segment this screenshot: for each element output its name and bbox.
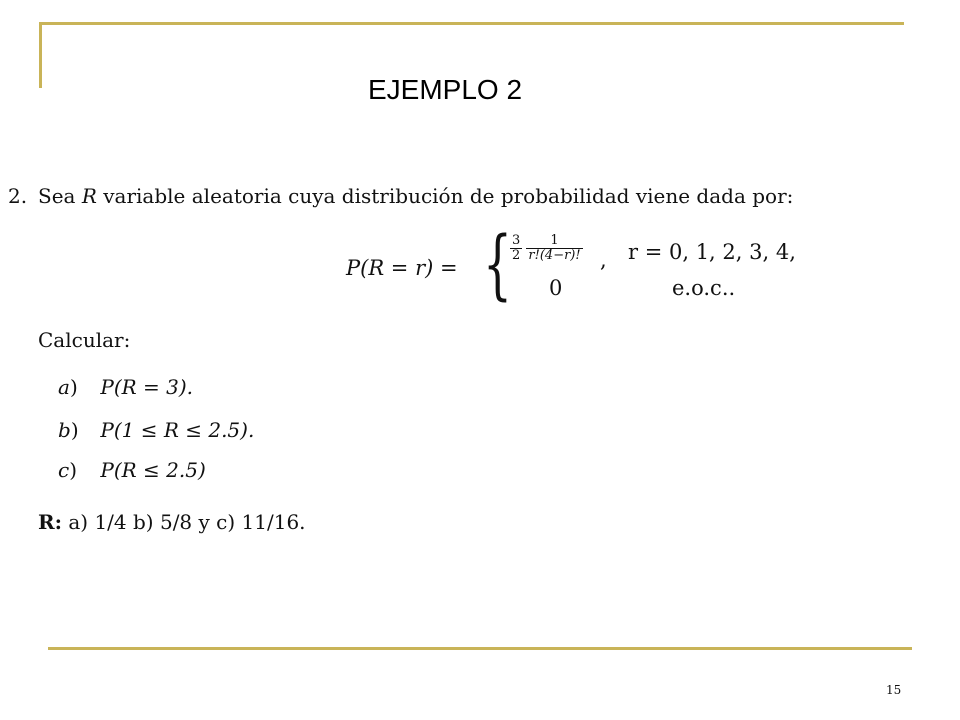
fraction-numerator: 3 [512,233,521,248]
slide-title: EJEMPLO 2 [368,74,523,105]
problem-variable: R [81,184,97,208]
fraction-factorial [526,234,582,263]
formula-case1-expression [510,234,583,263]
list-item-b [58,418,254,442]
fraction-numerator: 1 [526,234,582,249]
answer-label: R: [38,510,63,534]
list-item-a [58,375,193,399]
frame-left-rule [39,22,42,88]
item-expression: P(R = 3). [100,375,194,399]
fraction-denominator: r!(4−r)! [528,248,581,263]
item-label: c) [58,458,78,482]
fraction-denominator: 2 [512,248,521,263]
formula-brace: { [483,219,513,308]
list-item-c [58,458,206,482]
formula-case1-condition: r = 0, 1, 2, 3, 4, [628,240,796,264]
item-expression: P(1 ≤ R ≤ 2.5). [100,418,255,442]
page-number: 15 [886,683,902,697]
problem-number: 2. [8,184,28,208]
problem-text-after: variable aleatoria cuya distribución de probabilidad viene dada por: [96,184,794,208]
instructions-label: Calcular: [38,328,131,352]
fraction-three-halves [510,234,522,263]
answer-line [38,510,306,534]
frame-bottom-rule [48,647,912,650]
answer-text: a) 1/4 b) 5/8 y c) 11/16. [62,510,306,534]
formula-case2-condition: e.o.c.. [672,276,736,300]
formula-lhs: P(R = r) = [346,256,458,280]
probability-formula [346,219,866,308]
formula-case2-value: 0 [549,276,563,300]
item-expression: P(R ≤ 2.5) [100,458,206,482]
frame-top-rule [40,22,904,25]
item-label: b) [58,418,79,442]
formula-case1-comma: , [600,248,607,272]
item-label: a) [58,375,78,399]
problem-text-before: Sea [38,184,82,208]
problem-statement [8,184,908,208]
